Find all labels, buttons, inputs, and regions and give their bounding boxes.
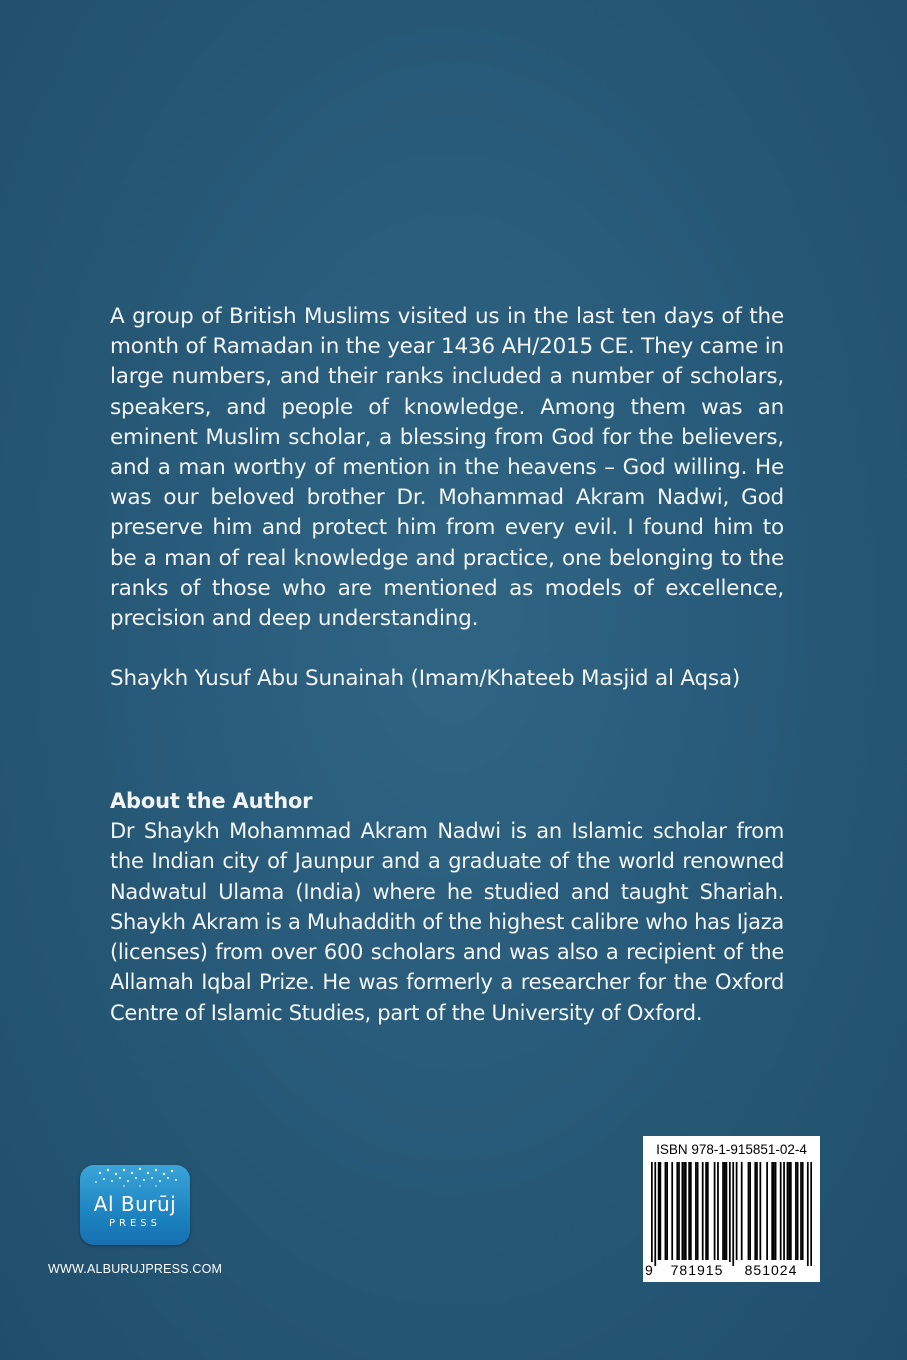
barcode-bar xyxy=(802,1162,804,1260)
barcode-bar xyxy=(690,1162,692,1260)
barcode-bar xyxy=(773,1162,775,1260)
barcode-bar xyxy=(790,1162,792,1260)
barcode-bar xyxy=(788,1162,790,1260)
barcode-bar xyxy=(749,1162,751,1260)
publisher-name: Al Burūj xyxy=(93,1192,177,1216)
barcode-bar xyxy=(682,1162,684,1260)
barcode-bar xyxy=(726,1162,728,1260)
barcode-bar xyxy=(783,1162,785,1260)
barcode-digits xyxy=(643,1262,820,1280)
barcode-bar xyxy=(707,1162,709,1260)
barcode-bar xyxy=(666,1162,668,1260)
barcode-bar xyxy=(756,1162,758,1260)
stars-icon xyxy=(80,1165,190,1195)
publisher-press-label: PRESS xyxy=(109,1218,161,1229)
barcode-bar xyxy=(671,1162,673,1260)
barcode-bar xyxy=(717,1162,719,1260)
barcode-bar xyxy=(741,1162,743,1260)
barcode-right-group: 851024 xyxy=(737,1262,805,1278)
publisher-website: WWW.ALBURUJPRESS.COM xyxy=(48,1262,223,1276)
publisher-logo xyxy=(80,1165,190,1245)
endorsement-attribution: Shaykh Yusuf Abu Sunainah (Imam/Khateeb Masjid al Aqsa) xyxy=(110,666,741,691)
barcode-bar xyxy=(797,1162,799,1260)
barcode-bar xyxy=(754,1162,756,1260)
barcode-bar xyxy=(659,1162,661,1260)
endorsement-quote: A group of British Muslims visited us in the last ten days of the month of Ramadan in the year 1436 AH/2015 CE. They came in large numbers, and their ranks included a number of scholars, speakers, and people of knowledge. Among them was an eminent Muslim scholar, a blessing from God for the believers, and a man worthy of mention in the heavens – God willing. He was our beloved brother Dr. Mohammad Akram Nadwi, God preserve him and protect him from every evil. I found him to be a man of real knowledge and practice, one belonging to the ranks of those who are mentioned as models of excellence, precision and deep understanding. xyxy=(110,304,784,632)
barcode-bar xyxy=(702,1162,704,1260)
barcode-lead-digit: 9 xyxy=(645,1262,653,1278)
barcode-bar xyxy=(714,1162,716,1260)
barcode-bar xyxy=(780,1162,782,1260)
barcode-bar xyxy=(651,1162,653,1266)
barcode-bar xyxy=(654,1162,656,1266)
barcode-bar xyxy=(795,1162,797,1260)
about-author-heading: About the Author xyxy=(110,789,313,813)
barcode-bar xyxy=(724,1162,726,1260)
about-author-body: Dr Shaykh Mohammad Akram Nadwi is an Islamic scholar from the Indian city of Jaunpur and a graduate of the world renowned Nadwatul Ulama (India) where he studied and taught Shariah. Shaykh Akram is a Muhaddith of the highest calibre who has Ijaza (licenses) from over 600 scholars and was also a recipient of the Allamah Iqbal Prize. He was formerly a researcher for the Oxford Centre of Islamic Studies, part of the University of Oxford. xyxy=(110,819,784,1025)
barcode-bar xyxy=(807,1162,809,1266)
barcode-bar xyxy=(722,1162,724,1260)
barcode-bar xyxy=(771,1162,773,1260)
barcode-bar xyxy=(688,1162,690,1260)
barcode-bars xyxy=(651,1162,812,1266)
barcode-bar xyxy=(665,1162,667,1260)
barcode-bar xyxy=(695,1162,697,1260)
barcode-bar xyxy=(787,1162,789,1260)
barcode-bar xyxy=(766,1162,768,1260)
isbn-barcode xyxy=(643,1136,820,1282)
barcode-bar xyxy=(748,1162,750,1260)
barcode-bar xyxy=(697,1162,699,1260)
barcode-bar xyxy=(683,1162,685,1260)
barcode-bar xyxy=(759,1162,761,1260)
barcode-bar xyxy=(732,1162,734,1266)
barcode-left-group: 781915 xyxy=(663,1262,731,1278)
barcode-bar xyxy=(705,1162,707,1260)
barcode-bar xyxy=(810,1162,812,1266)
barcode-bar xyxy=(736,1162,738,1260)
barcode-bar xyxy=(676,1162,678,1260)
barcode-bar xyxy=(685,1162,687,1260)
isbn-label: ISBN 978-1-915851-02-4 xyxy=(656,1142,807,1157)
barcode-bar xyxy=(729,1162,731,1266)
barcode-bar xyxy=(800,1162,802,1260)
barcode-bar xyxy=(678,1162,680,1260)
barcode-bar xyxy=(775,1162,777,1260)
barcode-bar xyxy=(658,1162,660,1260)
